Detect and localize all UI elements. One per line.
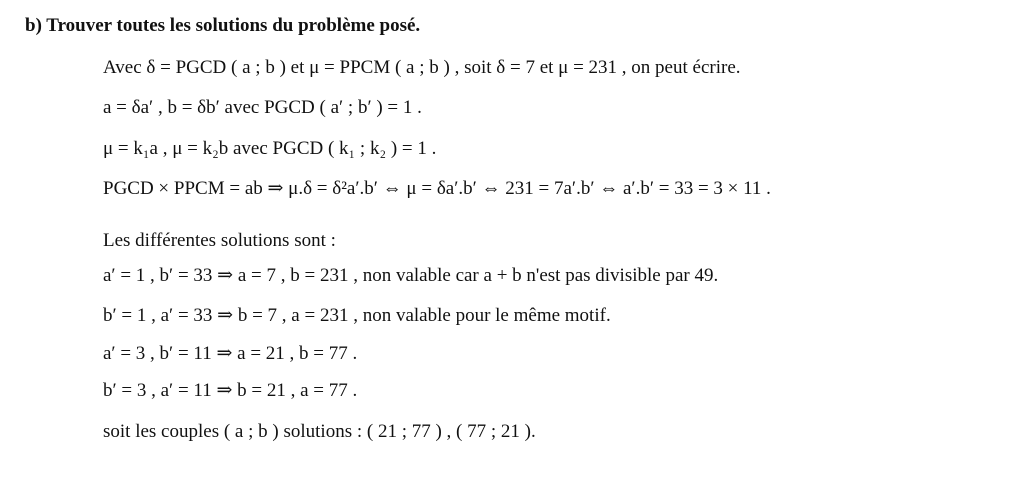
product-relation-line: PGCD × PPCM = ab ⇒ μ.δ = δ²a′.b′ ⇔ μ = δa′.b′ ⇔ 231 = 7a′.b′ ⇔ a′.b′ = 33 = 3 × 11 . — [103, 178, 771, 199]
decomposition-line: a = δa′ , b = δb′ avec PGCD ( a′ ; b′ ) = 1 . — [103, 97, 422, 118]
conclusion-line: soit les couples ( a ; b ) solutions : ( 21 ; 77 ) , ( 77 ; 21 ). — [103, 421, 536, 442]
solution-case-1: a′ = 1 , b′ = 33 ⇒ a = 7 , b = 231 , non valable car a + b n'est pas divisible par 49. — [103, 265, 719, 286]
section-heading: b) Trouver toutes les solutions du problème posé. — [25, 15, 421, 36]
solutions-intro-line: Les différentes solutions sont : — [103, 230, 336, 251]
solution-case-4: b′ = 3 , a′ = 11 ⇒ b = 21 , a = 77 . — [103, 380, 358, 401]
multiple-line: μ = k₁a , μ = k₂b avec PGCD ( k₁ ; k₂ ) = 1 . — [103, 138, 437, 159]
solution-case-2: b′ = 1 , a′ = 33 ⇒ b = 7 , a = 231 , non valable pour le même motif. — [103, 305, 611, 326]
solution-case-3: a′ = 3 , b′ = 11 ⇒ a = 21 , b = 77 . — [103, 343, 358, 364]
definition-line: Avec δ = PGCD ( a ; b ) et μ = PPCM ( a ; b ) , soit δ = 7 et μ = 231 , on peut écrire. — [103, 57, 741, 78]
